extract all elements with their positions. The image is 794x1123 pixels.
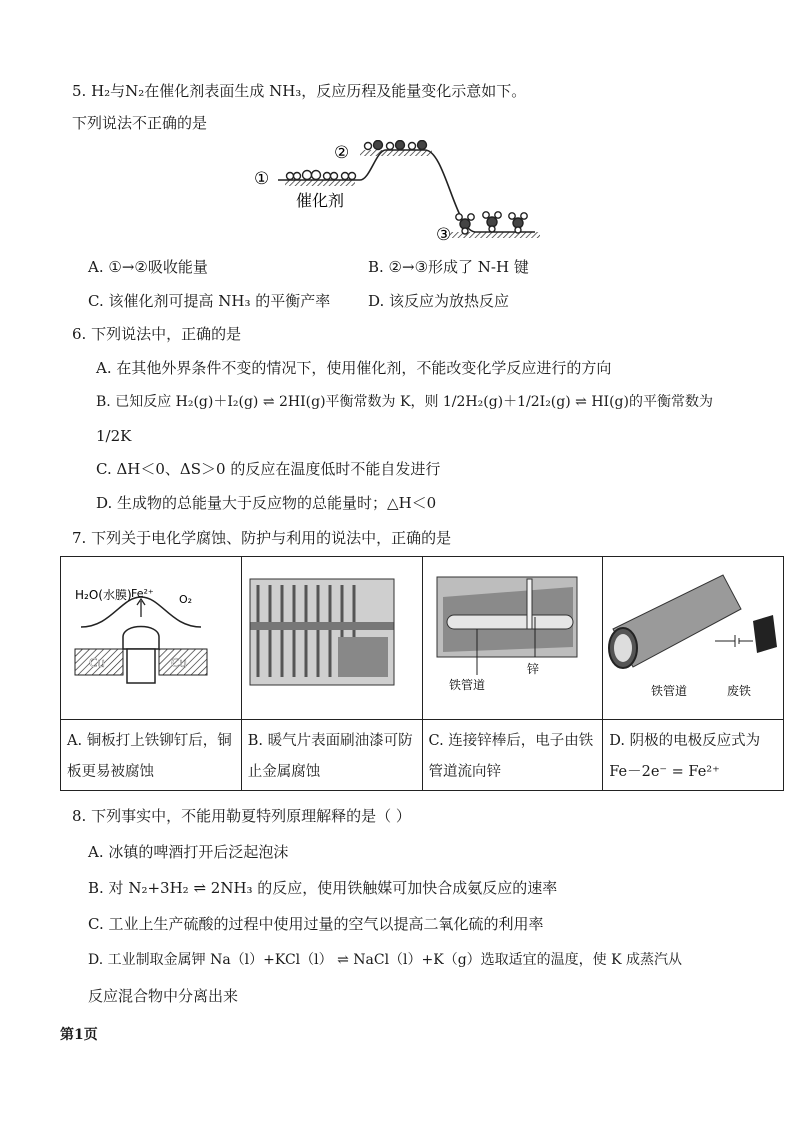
- q7-table: [60, 556, 784, 791]
- oxygen-label: O₂: [179, 593, 193, 606]
- q5-option-b: B. ②→③形成了 N-H 键: [368, 258, 529, 276]
- q5-option-c: C. 该催化剂可提高 NH₃ 的平衡产率: [88, 292, 331, 310]
- q7-option-d-line1: D. 阴极的电极反应式为: [609, 733, 761, 749]
- q8-option-d-line1: D. 工业制取金属钾 Na（l）+KCl（l） ⇌ NaCl（l）+K（g）选取适宜的温度，使 K 成蒸汽从: [88, 952, 683, 968]
- q6-option-c: C. ΔH＜0、ΔS＞0 的反应在温度低时不能自发进行: [96, 460, 441, 478]
- iron-pipe-label-d: 铁管道: [651, 684, 688, 698]
- q8-option-a: A. 冰镇的啤酒打开后泛起泡沫: [88, 843, 289, 861]
- q7-stem: 7. 下列关于电化学腐蚀、防护与利用的说法中，正确的是: [72, 529, 452, 547]
- page-number: 第1页: [60, 1027, 98, 1043]
- q6-option-b-line1: B. 已知反应 H₂(g)＋I₂(g) ⇌ 2HI(g)平衡常数为 K，则 1/2H₂(g)＋1/2I₂(g) ⇌ HI(g)的平衡常数为: [96, 394, 713, 410]
- q7-panel-c: [422, 557, 603, 720]
- q7-panel-b: [241, 557, 422, 720]
- water-film-label: H₂O(水膜): [75, 588, 132, 602]
- q6-option-b-line2: 1/2K: [96, 427, 132, 445]
- q5-option-a: A. ①→②吸收能量: [88, 258, 208, 276]
- molecules-state-1: [287, 171, 356, 180]
- iron-pipe-label-c: 铁管道: [448, 678, 485, 692]
- q5-option-d: D. 该反应为放热反应: [368, 292, 510, 310]
- cu-left-label: Cu: [89, 656, 105, 670]
- fe-ion-label: Fe²⁺: [131, 587, 154, 600]
- surface-2-hatch: [360, 150, 432, 156]
- panel-b-radiator-photo: [242, 557, 402, 715]
- scrap-iron-label: 废铁: [727, 684, 752, 698]
- q8-stem: 8. 下列事实中，不能用勒夏特列原理解释的是（ ）: [72, 807, 411, 825]
- q7-option-a: A. 铜板打上铁铆钉后，铜板更易被腐蚀: [61, 720, 242, 791]
- q6-option-d: D. 生成物的总能量大于反应物的总能量时；△H＜0: [96, 494, 437, 512]
- q7-option-c: C. 连接锌棒后，电子由铁管道流向锌: [422, 720, 603, 791]
- state-2-marker: ②: [334, 143, 350, 163]
- panel-a-rivet-diagram: [61, 557, 221, 715]
- ammonia-state-3: [456, 212, 527, 234]
- q8-option-b: B. 对 N₂+3H₂ ⇌ 2NH₃ 的反应，使用铁触媒可加快合成氨反应的速率: [88, 879, 558, 897]
- q5-subquestion: 下列说法不正确的是: [72, 114, 208, 132]
- q7-option-b: B. 暖气片表面刷油漆可防止金属腐蚀: [241, 720, 422, 791]
- atoms-state-2: [365, 141, 427, 150]
- q8-option-d-line2: 反应混合物中分离出来: [88, 987, 239, 1005]
- q5-stem: 5. H₂与N₂在催化剂表面生成 NH₃，反应历程及能量变化示意如下。: [72, 82, 527, 100]
- surface-1-hatch: [285, 180, 355, 186]
- q6-stem: 6. 下列说法中，正确的是: [72, 325, 242, 343]
- q5-energy-diagram: [250, 140, 550, 248]
- state-1-marker: ①: [254, 169, 270, 189]
- cu-right-label: Cu: [171, 656, 187, 670]
- q7-option-d: [603, 720, 784, 791]
- q7-option-d-line2: Fe－2e⁻ = Fe²⁺: [609, 764, 720, 780]
- panel-c-pipe-zinc: [423, 557, 583, 715]
- q7-panel-d: [603, 557, 784, 720]
- q7-panel-a: [61, 557, 242, 720]
- catalyst-label: 催化剂: [296, 191, 345, 210]
- q8-option-c: C. 工业上生产硫酸的过程中使用过量的空气以提高二氧化硫的利用率: [88, 915, 544, 933]
- panel-d-pipe-scrap: [603, 557, 783, 715]
- state-3-marker: ③: [436, 225, 452, 245]
- zinc-label: 锌: [526, 662, 539, 676]
- q6-option-a: A. 在其他外界条件不变的情况下，使用催化剂，不能改变化学反应进行的方向: [96, 359, 612, 377]
